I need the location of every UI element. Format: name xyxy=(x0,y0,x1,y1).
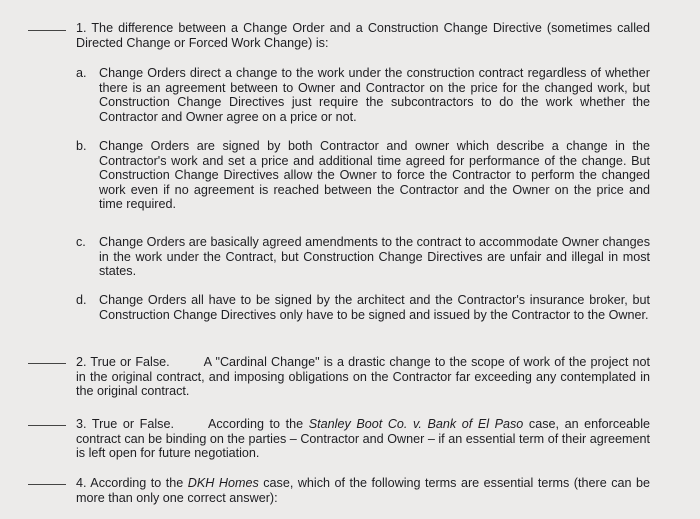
question-3-text-after: case, an enforceable contract can be binding on the parties – Contractor and Owner – if an essential term of their agreement is left open for future negotiation. xyxy=(76,417,650,461)
question-2-text: A "Cardinal Change" is a drastic change to the scope of work of the project not in the original contract, and imposing obligations on the Contractor far exceeding any contemplated in the original contract. xyxy=(76,355,650,399)
answer-blank-q2[interactable] xyxy=(28,363,66,364)
question-1-option-d[interactable] xyxy=(76,293,650,322)
question-1-option-a[interactable] xyxy=(76,66,650,124)
question-4-text-after: case, which of the following terms are essential terms (there can be more than only one correct answer): xyxy=(76,476,650,505)
question-2 xyxy=(76,355,650,399)
option-c-text: Change Orders are basically agreed amendments to the contract to accommodate Owner changes in the work under the Contract, but Construction Change Directives are unfair and illegal in most states. xyxy=(99,235,650,279)
option-a-text: Change Orders direct a change to the work under the construction contract regardless of whether there is an agreement between to Owner and Contractor on the price for the changed work, but Construction Change Directives just require the subcontractors to do the work whether the Contractor and Owner agree on a price or not. xyxy=(99,66,650,124)
option-b-text: Change Orders are signed by both Contractor and owner which describe a change in the Contractor's work and set a price and additional time agreed for performance of the change. But Construction Change Directives allow the Owner to force the Contractor to perform the changed work even if no agreement is reached between the Contractor and the Owner on the price and time required. xyxy=(99,139,650,212)
question-3-prefix: 3. True or False. xyxy=(76,417,174,431)
question-4-case-name: DKH Homes xyxy=(187,476,259,490)
question-3-text-before: According to the xyxy=(207,417,309,431)
question-4-text-before: 4. According to the xyxy=(76,476,188,490)
question-2-prefix: 2. True or False. xyxy=(76,355,170,369)
question-3 xyxy=(76,417,650,461)
question-3-case-name: Stanley Boot Co. v. Bank of El Paso xyxy=(308,417,524,431)
answer-blank-q3[interactable] xyxy=(28,425,66,426)
option-b-letter: b. xyxy=(76,139,87,153)
question-1-text: 1. The difference between a Change Order and a Construction Change Directive (sometimes called Directed Change or Forced Work Change) is: xyxy=(76,21,650,50)
option-d-letter: d. xyxy=(76,293,87,307)
question-1-option-c[interactable] xyxy=(76,235,650,279)
question-4 xyxy=(76,476,650,505)
question-1 xyxy=(76,21,650,50)
option-c-letter: c. xyxy=(76,235,86,249)
answer-blank-q1[interactable] xyxy=(28,30,66,31)
answer-blank-q4[interactable] xyxy=(28,484,66,485)
option-d-text: Change Orders all have to be signed by the architect and the Contractor's insurance broker, but Construction Change Directives only have to be signed and issued by the Contractor to the Owner. xyxy=(99,293,650,322)
question-1-option-b[interactable] xyxy=(76,139,650,212)
option-a-letter: a. xyxy=(76,66,87,80)
